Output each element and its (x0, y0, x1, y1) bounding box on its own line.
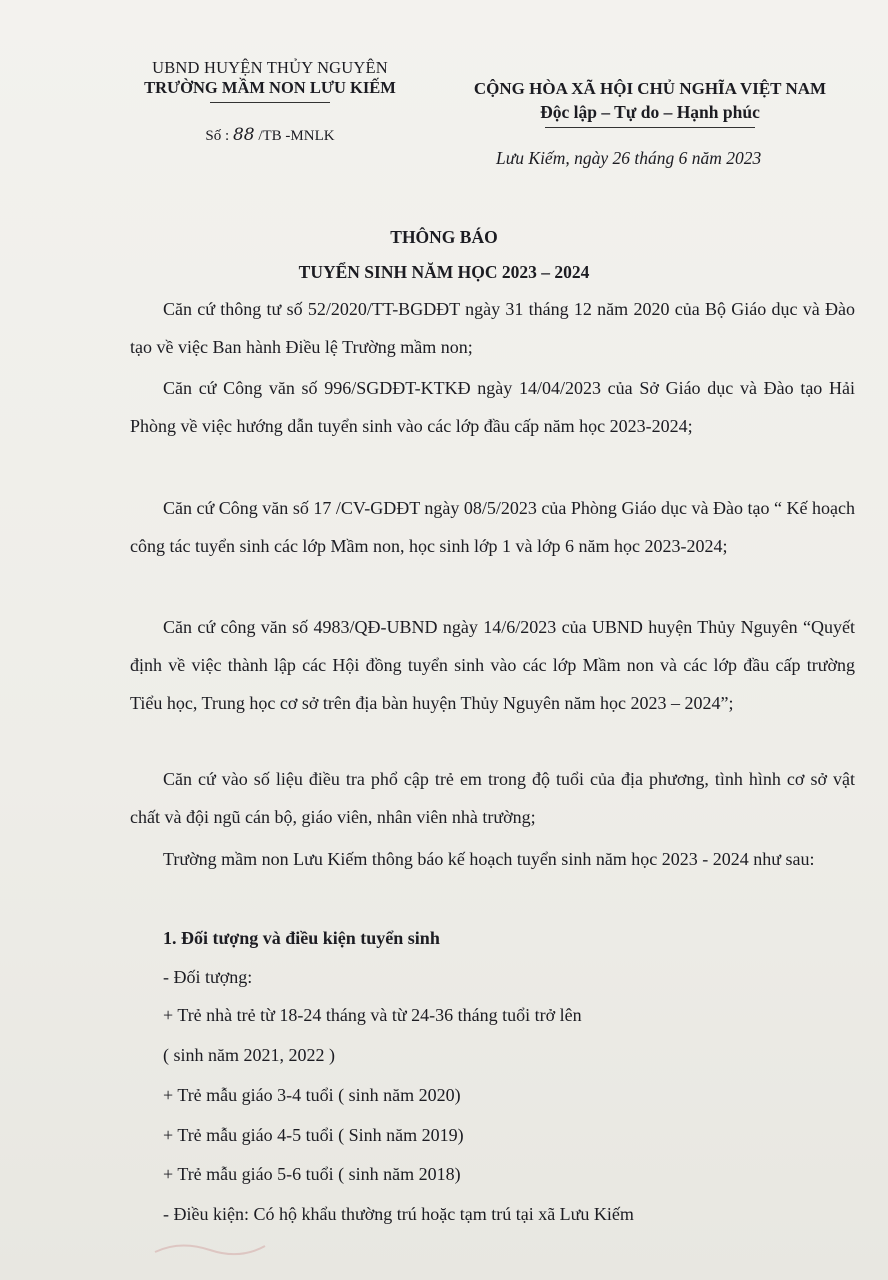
org-name: UBND HUYỆN THỦY NGUYÊN (152, 58, 388, 77)
header-left (110, 58, 430, 146)
title-line2: TUYỂN SINH NĂM HỌC 2023 – 2024 (298, 262, 590, 282)
list-item: ( sinh năm 2021, 2022 ) (163, 1045, 335, 1065)
paragraph-6: Trường mầm non Lưu Kiếm thông báo kế hoạch tuyển sinh năm học 2023 - 2024 như sau: (163, 849, 815, 869)
list-item: + Trẻ mẫu giáo 4-5 tuổi ( Sinh năm 2019) (163, 1125, 464, 1145)
paragraph-1: Căn cứ thông tư số 52/2020/TT-BGDĐT ngày 31 tháng 12 năm 2020 của Bộ Giáo dục và Đào tạo về việc Ban hành Điều lệ Trường mầm non; (130, 299, 855, 357)
number-handwritten: 88 (232, 125, 255, 145)
number-prefix: Số : (205, 128, 230, 144)
document-date: Lưu Kiếm, ngày 26 tháng 6 năm 2023 (496, 148, 762, 168)
header-right (450, 78, 850, 128)
paragraph-3: Căn cứ Công văn số 17 /CV-GDĐT ngày 08/5/2023 của Phòng Giáo dục và Đào tạo “ Kế hoạch công tác tuyển sinh các lớp Mầm non, học sinh lớp 1 và lớp 6 năm học 2023-2024; (130, 498, 855, 556)
country-name: CỘNG HÒA XÃ HỘI CHỦ NGHĨA VIỆT NAM (473, 79, 827, 98)
title-line1: THÔNG BÁO (390, 227, 498, 247)
national-motto: Độc lập – Tự do – Hạnh phúc (540, 102, 760, 122)
motto-underline (545, 127, 755, 128)
list-item: + Trẻ mẫu giáo 3-4 tuổi ( sinh năm 2020) (163, 1085, 461, 1105)
list-item: + Trẻ nhà trẻ từ 18-24 tháng và từ 24-36 tháng tuổi trở lên (163, 1005, 582, 1025)
paragraph-5: Căn cứ vào số liệu điều tra phổ cập trẻ em trong độ tuổi của địa phương, tình hình cơ sở vật chất và đội ngũ cán bộ, giáo viên, nhân viên nhà trường; (130, 769, 855, 827)
list-item: + Trẻ mẫu giáo 5-6 tuổi ( sinh năm 2018) (163, 1164, 461, 1184)
section-1-heading: 1. Đối tượng và điều kiện tuyển sinh (163, 928, 440, 948)
paragraph-2: Căn cứ Công văn số 996/SGDĐT-KTKĐ ngày 14/04/2023 của Sở Giáo dục và Đào tạo Hải Phòng về việc hướng dẫn tuyển sinh vào các lớp đầu cấp năm học 2023-2024; (130, 378, 855, 436)
condition-text: - Điều kiện: Có hộ khẩu thường trú hoặc tạm trú tại xã Lưu Kiếm (163, 1204, 634, 1224)
header-left-underline (210, 102, 330, 103)
school-name: TRƯỜNG MẦM NON LƯU KIẾM (144, 78, 396, 97)
document-number (110, 125, 430, 146)
faint-stamp-mark (150, 1232, 270, 1262)
paragraph-4: Căn cứ công văn số 4983/QĐ-UBND ngày 14/6/2023 của UBND huyện Thủy Nguyên “Quyết định về việc thành lập các Hội đồng tuyển sinh vào các lớp Mầm non và các lớp đầu cấp trường Tiểu học, Trung học cơ sở trên địa bàn huyện Thủy Nguyên năm học 2023 – 2024”; (130, 617, 855, 713)
target-label: - Đối tượng: (163, 967, 253, 987)
number-suffix: /TB -MNLK (258, 128, 335, 144)
